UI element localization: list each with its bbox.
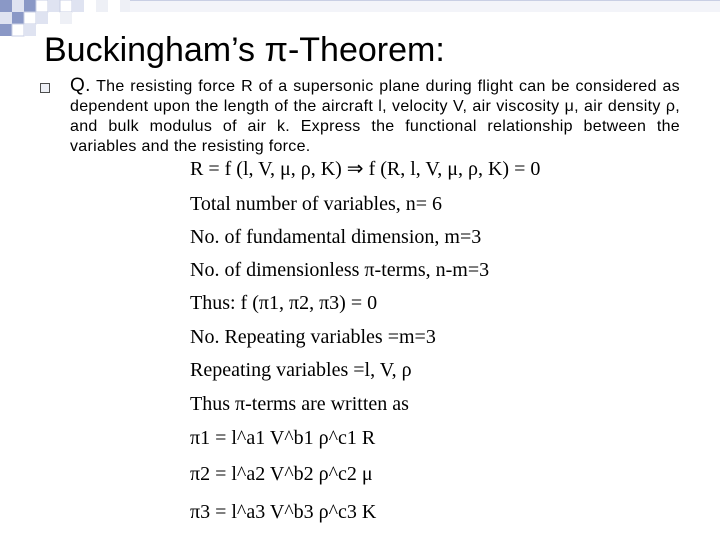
pi-2-equation: π2 = l^a2 V^b2 ρ^c2 μ [190,463,373,485]
thus-relation: Thus: f (π1, π2, π3) = 0 [190,292,378,314]
question-line-3: air viscosity μ, air density ρ, and bulk modulus of air k. Express the [70,98,681,135]
pi-terms-intro: Thus π-terms are written as [190,393,409,415]
question-line-2: considered as dependent upon the length of the aircraft l, velocity V, [70,78,680,115]
dimensionless-terms: No. of dimensionless π-terms, n-m=3 [190,259,490,281]
total-variables: Total number of variables, n= 6 [190,193,443,215]
repeating-variables: Repeating variables =l, V, ρ [190,359,412,381]
question-text [70,76,680,157]
repeating-count: No. Repeating variables =m=3 [190,326,436,348]
pi-1-equation: π1 = l^a1 V^b1 ρ^c1 R [190,427,376,449]
question-line-4: functional relationship between the variables and the resisting force. [70,118,680,155]
question-line-1: The resisting force R of a supersonic plane during flight can be [96,78,570,95]
bullet-square-icon [40,83,50,93]
functional-relation: R = f (l, V, μ, ρ, K) ⇒ f (R, l, V, μ, ρ, K) = 0 [190,158,541,180]
slide-title: Buckingham’s π-Theorem: [44,31,445,69]
fundamental-dimensions: No. of fundamental dimension, m=3 [190,226,482,248]
question-prefix: Q. [70,75,91,96]
pi-3-equation: π3 = l^a3 V^b3 ρ^c3 K [190,501,377,523]
